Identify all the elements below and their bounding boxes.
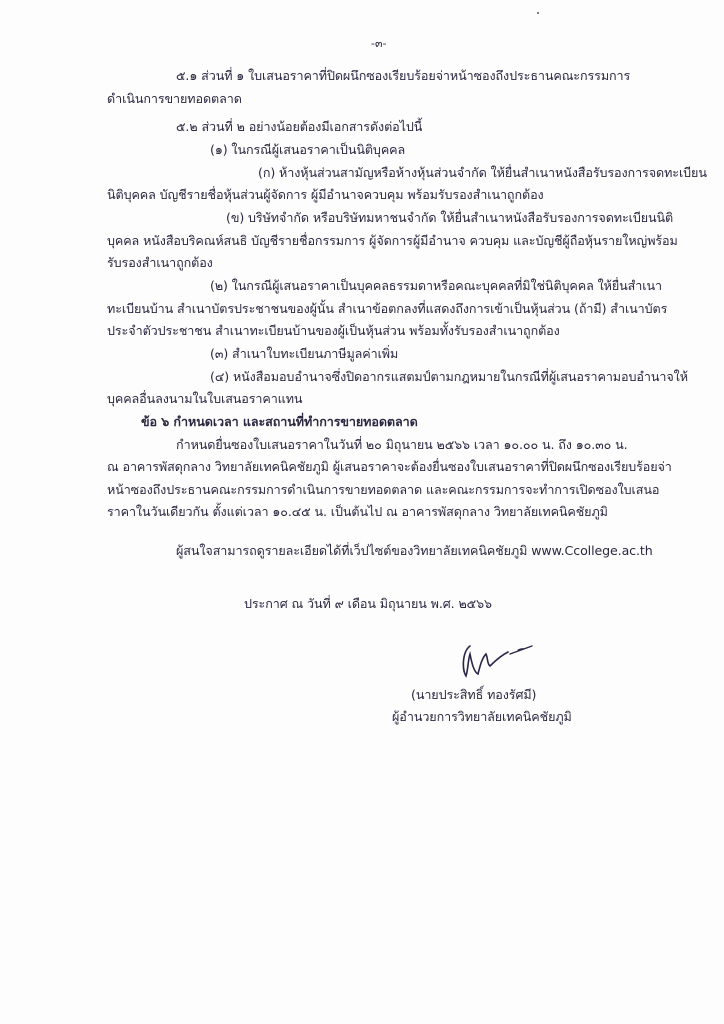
clause-6-line-4: ราคาในวันเดียวกัน ตั้งแต่เวลา ๑๐.๔๕ น. เป็นต้นไป ณ อาคารพัสดุกลาง วิทยาลัยเทคนิคชัยภูมิ bbox=[107, 504, 608, 519]
case-1a-line-2: นิติบุคคล บัญชีรายชื่อหุ้นส่วนผู้จัดการ ผู้มีอำนาจควบคุม พร้อมรับรองสำเนาถูกต้อง bbox=[107, 187, 544, 202]
clause-6-line-2: ณ อาคารพัสดุกลาง วิทยาลัยเทคนิคชัยภูมิ ผู้เสนอราคาจะต้องยื่นซองใบเสนอราคาที่ปิดผนึกซองเรียบร้อยจ่า bbox=[107, 459, 672, 474]
clause-5-2-heading: ๕.๒ ส่วนที่ ๒ อย่างน้อยต้องมีเอกสารดังต่อไปนี้ bbox=[176, 119, 423, 134]
clause-5-1-line-2: ดำเนินการขายทอดตลาด bbox=[107, 91, 242, 106]
case-1a-line-1: (ก) ห้างหุ้นส่วนสามัญหรือห้างหุ้นส่วนจำกัด ให้ยื่นสำเนาหนังสือรับรองการจดทะเบียน bbox=[258, 165, 707, 180]
website-note: ผู้สนใจสามารถดูรายละเอียดได้ที่เว็ปไซต์ของวิทยาลัยเทคนิคชัยภูมิ www.Ccollege.ac.th bbox=[176, 543, 653, 558]
clause-6-line-3: หน้าซองถึงประธานคณะกรรมการดำเนินการขายทอดตลาด และคณะกรรมการจะทำการเปิดซองใบเสนอ bbox=[107, 482, 660, 497]
signatory-name: (นายประสิทธิ์ ทองรัศมี) bbox=[411, 687, 537, 702]
clause-6-line-1: กำหนดยื่นซองใบเสนอราคาในวันที่ ๒๐ มิถุนายน ๒๕๖๖ เวลา ๑๐.๐๐ น. ถึง ๑๐.๓๐ น. bbox=[176, 437, 628, 452]
case-3-line: (๓) สำเนาใบทะเบียนภาษีมูลค่าเพิ่ม bbox=[210, 346, 399, 361]
case-1b-line-2: บุคคล หนังสือบริคณห์สนธิ บัญชีรายชื่อกรรมการ ผู้จัดการผู้มีอำนาจ ควบคุม และบัญชีผู้ถือหุ้นรายใหญ่พร้อม bbox=[107, 233, 678, 248]
case-4-line-1: (๔) หนังสือมอบอำนาจซึ่งปิดอากรแสตมป์ตามกฎหมายในกรณีที่ผู้เสนอราคามอบอำนาจให้ bbox=[210, 369, 688, 384]
page-number: -๓- bbox=[371, 37, 387, 50]
announcement-date: ประกาศ ณ วันที่ ๙ เดือน มิถุนายน พ.ศ. ๒๕๖๖ bbox=[244, 596, 492, 611]
case-1b-line-1: (ข) บริษัทจำกัด หรือบริษัทมหาชนจำกัด ให้ยื่นสำเนาหนังสือรับรองการจดทะเบียนนิติ bbox=[226, 210, 674, 225]
case-2-line-2: ทะเบียนบ้าน สำเนาบัตรประชาชนของผู้นั้น สำเนาข้อตกลงที่แสดงถึงการเข้าเป็นหุ้นส่วน (ถ้ามี) สำเนาบัตร bbox=[107, 301, 668, 316]
clause-6-heading: ข้อ ๖ กำหนดเวลา และสถานที่ทำการขายทอดตลาด bbox=[141, 414, 418, 429]
case-1-heading: (๑) ในกรณีผู้เสนอราคาเป็นนิติบุคคล bbox=[210, 142, 406, 157]
case-1b-line-3: รับรองสำเนาถูกต้อง bbox=[107, 255, 213, 270]
case-2-line-3: ประจำตัวประชาชน สำเนาทะเบียนบ้านของผู้เป็นหุ้นส่วน พร้อมทั้งรับรองสำเนาถูกต้อง bbox=[107, 323, 560, 338]
case-4-line-2: บุคคลอื่นลงนามในใบเสนอราคาแทน bbox=[107, 391, 303, 406]
signatory-position: ผู้อำนวยการวิทยาลัยเทคนิคชัยภูมิ bbox=[392, 709, 572, 724]
scan-speck bbox=[537, 12, 539, 14]
clause-5-1-line-1: ๕.๑ ส่วนที่ ๑ ใบเสนอราคาที่ปิดผนึกซองเรียบร้อยจ่าหน้าซองถึงประธานคณะกรรมการ bbox=[176, 68, 631, 83]
handwritten-signature bbox=[456, 640, 546, 680]
case-2-line-1: (๒) ในกรณีผู้เสนอราคาเป็นบุคคลธรรมดาหรือคณะบุคคลที่มิใช่นิติบุคคล ให้ยื่นสำเนา bbox=[210, 278, 662, 293]
